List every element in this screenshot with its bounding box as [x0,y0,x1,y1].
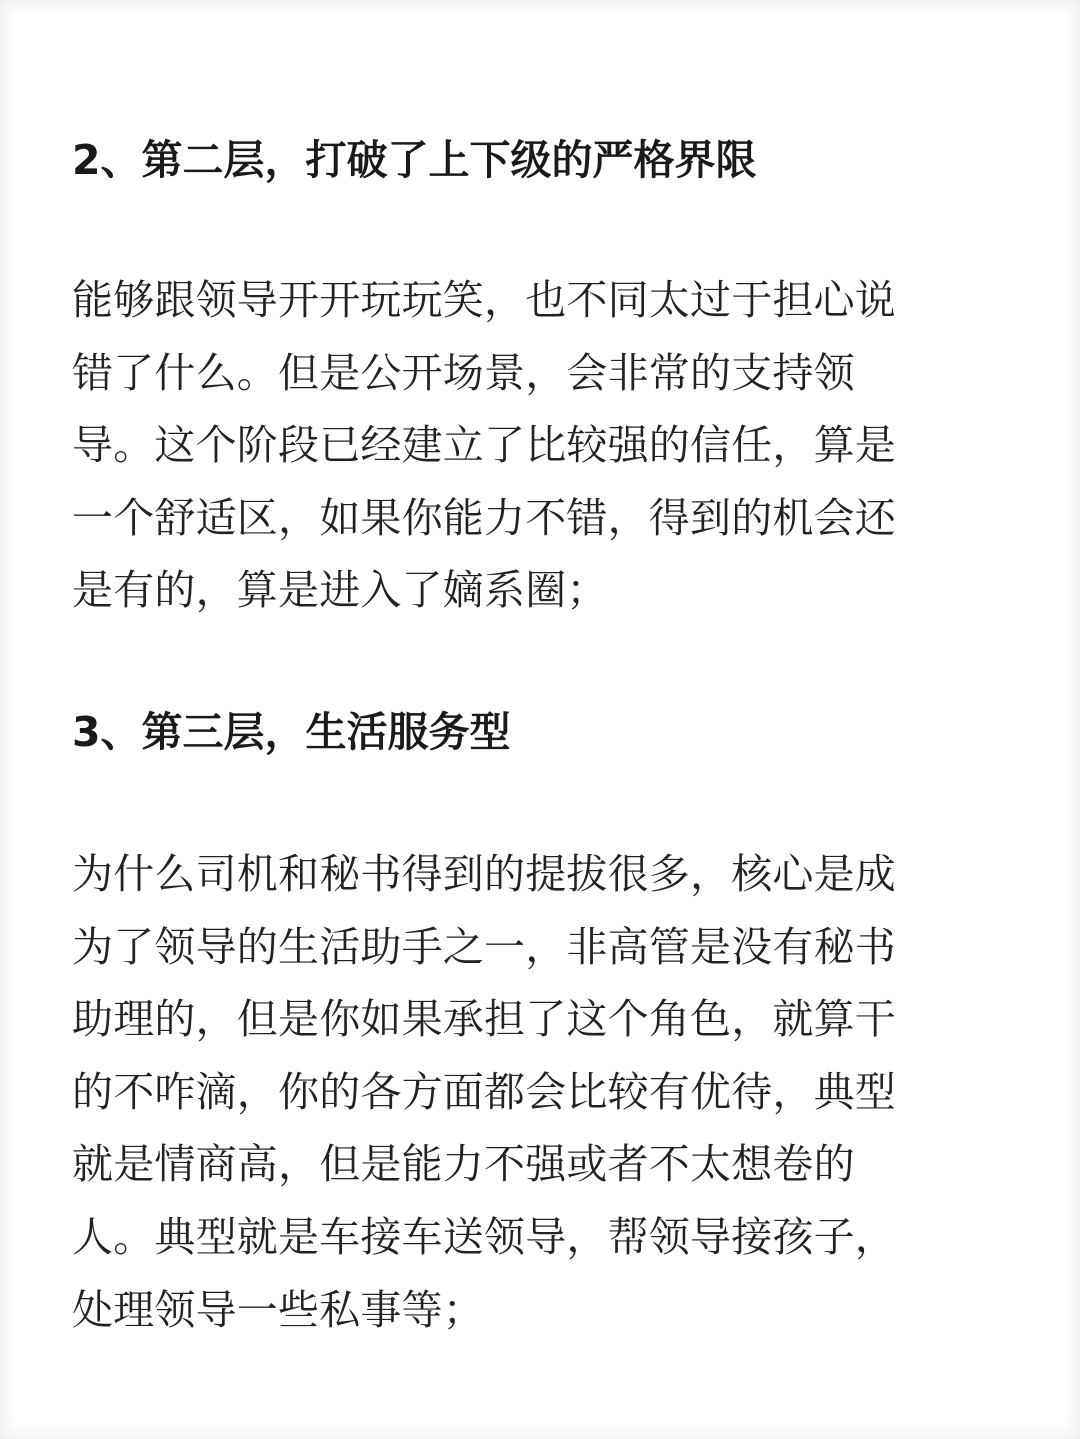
section-paragraph-layer-2 [72,264,1008,627]
paragraph-line: 的不咋滴，你的各方面都会比较有优待，典型 [72,1067,896,1116]
paragraph-line: 为什么司机和秘书得到的提拔很多，核心是成 [72,850,896,898]
paragraph-line: 就是情商高，但是能力不强或者不太想卷的 [72,1140,855,1189]
paragraph-line: 导。这个阶段已经建立了比较强的信任，算是 [72,421,896,470]
paragraph-line: 为了领导的生活助手之一，非高管是没有秘书 [72,922,896,971]
paragraph-line: 一个舒适区，如果你能力不错，得到的机会还 [72,493,896,542]
paragraph-line: 能够跟领导开开玩玩笑，也不同太过于担心说 [72,276,896,324]
section-paragraph-layer-3 [72,838,1008,1346]
paragraph-line: 助理的，但是你如果承担了这个角色，就算干 [72,995,896,1044]
paragraph-line: 人。典型就是车接车送领导，帮领导接孩子， [72,1212,896,1261]
paragraph-line: 错了什么。但是公开场景，会非常的支持领 [72,348,855,397]
section-heading-layer-3: 3、第三层，生活服务型 [72,708,511,756]
paragraph-line: 是有的，算是进入了嫡系圈； [72,566,608,615]
section-heading-layer-2: 2、第二层，打破了上下级的严格界限 [72,136,757,184]
paragraph-line: 处理领导一些私事等； [72,1285,484,1334]
